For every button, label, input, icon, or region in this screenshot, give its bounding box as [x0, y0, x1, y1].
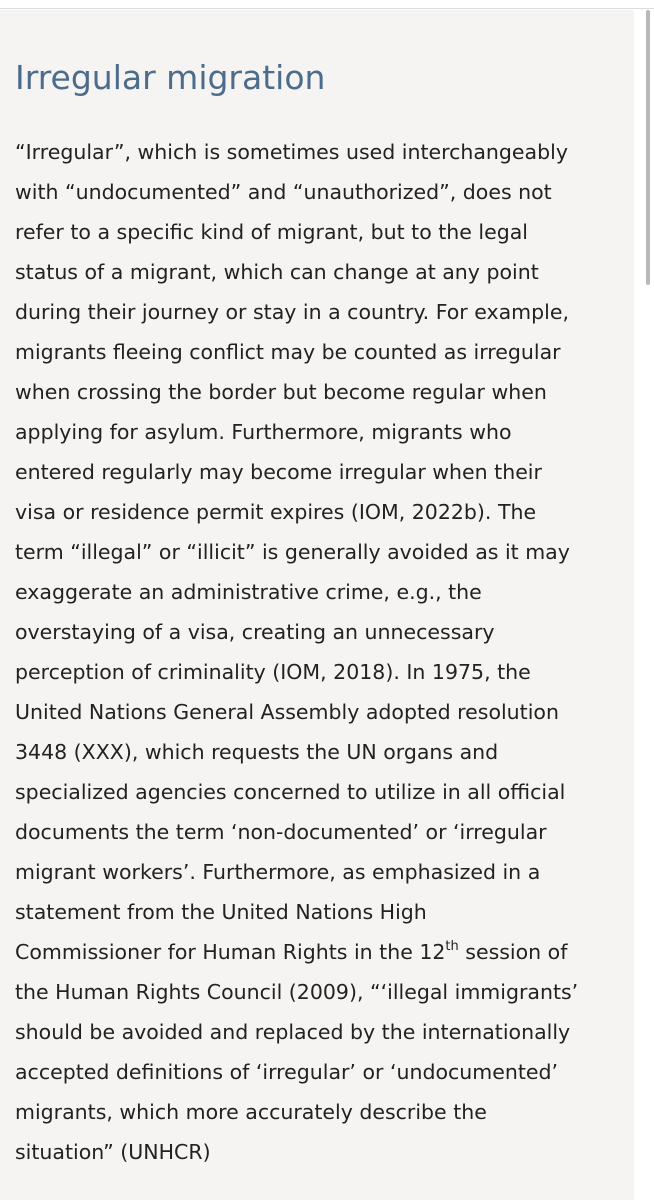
line-text-after-superscript: session of	[458, 940, 568, 964]
paragraph-line: situation” (UNHCR)	[15, 1140, 211, 1164]
paragraph-line: visa or residence permit expires (IOM, 2022b). The	[15, 500, 537, 524]
paragraph-line: migrant workers’. Furthermore, as emphasized in a	[15, 860, 541, 884]
paragraph-line: perception of criminality (IOM, 2018). In 1975, the	[15, 660, 531, 684]
paragraph-line: entered regularly may become irregular when their	[15, 460, 542, 484]
scrollbar-track[interactable]	[634, 10, 654, 1200]
paragraph-line: “Irregular”, which is sometimes used interchangeably	[15, 140, 568, 164]
paragraph-line: accepted definitions of ‘irregular’ or ‘undocumented’	[15, 1060, 559, 1084]
paragraph-line: migrants, which more accurately describe the	[15, 1100, 487, 1124]
paragraph-line: refer to a specific kind of migrant, but to the legal	[15, 220, 529, 244]
paragraph-line: should be avoided and replaced by the internationally	[15, 1020, 571, 1044]
paragraph-line: status of a migrant, which can change at any point	[15, 260, 539, 284]
paragraph-line: documents the term ‘non-documented’ or ‘irregular	[15, 820, 547, 844]
top-divider	[0, 8, 654, 9]
paragraph-line: with “undocumented” and “unauthorized”, does not	[15, 180, 552, 204]
paragraph-line: specialized agencies concerned to utilize in all official	[15, 780, 566, 804]
paragraph-line: overstaying of a visa, creating an unnecessary	[15, 620, 495, 644]
ordinal-superscript: th	[445, 939, 459, 955]
section-body	[15, 132, 631, 1172]
paragraph-line: the Human Rights Council (2009), “‘illegal immigrants’	[15, 980, 579, 1004]
scrollbar-thumb[interactable]	[646, 10, 650, 285]
paragraph-line: 3448 (XXX), which requests the UN organs and	[15, 740, 499, 764]
paragraph-line: exaggerate an administrative crime, e.g., the	[15, 580, 482, 604]
line-text-before-superscript: Commissioner for Human Rights in the 12	[15, 940, 446, 964]
paragraph-line: applying for asylum. Furthermore, migrants who	[15, 420, 512, 444]
paragraph-line-superscript	[15, 932, 631, 972]
paragraph-line: statement from the United Nations High	[15, 900, 427, 924]
paragraph-line: term “illegal” or “illicit” is generally avoided as it may	[15, 540, 570, 564]
paragraph-line: during their journey or stay in a country. For example,	[15, 300, 569, 324]
paragraph-line: migrants fleeing conflict may be counted as irregular	[15, 340, 561, 364]
paragraph-line: when crossing the border but become regular when	[15, 380, 547, 404]
section-heading: Irregular migration	[15, 58, 326, 97]
paragraph-line: United Nations General Assembly adopted resolution	[15, 700, 559, 724]
